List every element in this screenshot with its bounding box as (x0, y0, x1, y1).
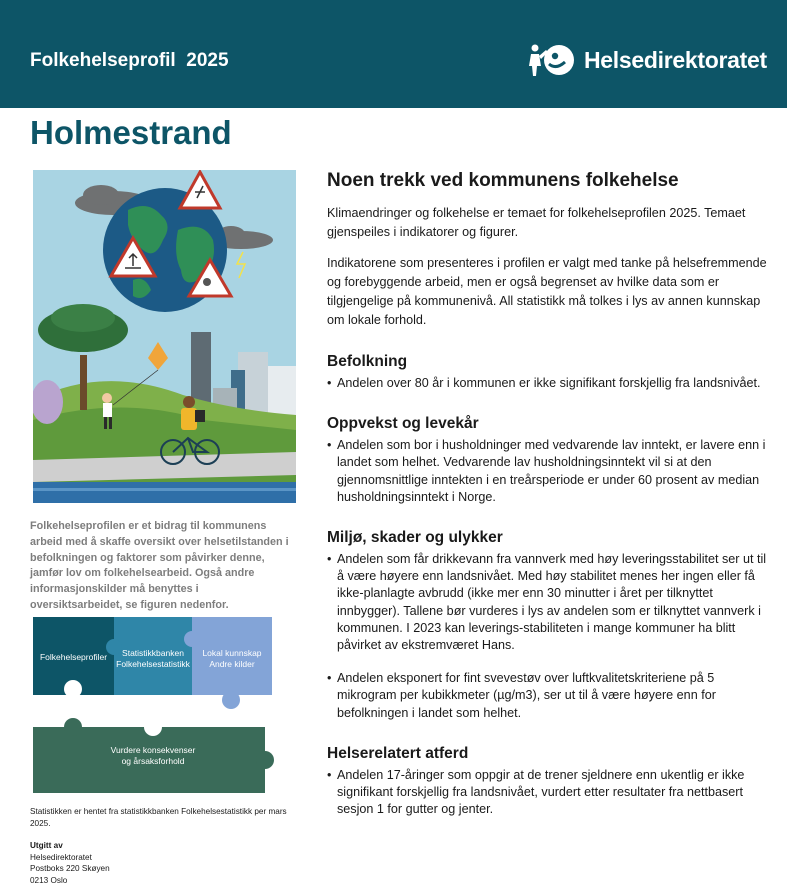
bullet-item: • Andelen 17-åringer som oppgir at de trener sjeldnere enn ukentlig er ikke signifikant forskjellig fra landsnivået, vurdert etter resultater fra nettbasert sesjon 1 for gutter og jenter. (327, 767, 767, 819)
puzzle-label-3a: Lokal kunnskap (202, 648, 262, 658)
intro-paragraph-1: Klimaendringer og folkehelse er temaet for folkehelseprofilen 2025. Temaet gjenspeiles i indikatorer og figurer. (327, 206, 746, 239)
page-header (0, 0, 787, 108)
illustration-graphic (33, 170, 296, 503)
section-befolkning (327, 353, 767, 392)
climate-illustration (33, 170, 296, 503)
puzzle-label-1: Folkehelseprofiler (39, 652, 108, 662)
puzzle-label-2 (114, 648, 192, 670)
profile-title: Folkehelseprofil 2025 (30, 50, 229, 71)
logo-text: Helsedirektoratet (584, 46, 767, 73)
logo-icon (528, 40, 578, 80)
section-atferd (327, 745, 767, 819)
section-heading: Helserelatert atferd (327, 744, 469, 762)
publisher-title: Utgitt av (30, 841, 63, 850)
publisher-block (30, 840, 110, 886)
municipality-name: Holmestrand (30, 114, 232, 151)
puzzle-figure (33, 617, 295, 793)
source-note: Statistikken er hentet fra statistikkbanken Folkehelsestatistikk per mars 2025. (30, 807, 287, 828)
bullet-item: • Andelen over 80 år i kommunen er ikke signifikant forskjellig fra landsnivået. (327, 375, 767, 392)
publisher-address: Postboks 220 Skøyen (30, 864, 110, 873)
publisher-city: 0213 Oslo (30, 875, 68, 885)
section-heading: Miljø, skader og ulykker (327, 529, 503, 547)
main-title: Noen trekk ved kommunens folkehelse (327, 170, 679, 191)
publisher-name: Helsedirektoratet (30, 852, 92, 862)
puzzle-label-4a: Vurdere konsekvenser (110, 745, 196, 755)
helsedirektoratet-logo (528, 40, 767, 80)
section-heading: Oppvekst og levekår (327, 415, 479, 433)
section-heading: Befolkning (327, 353, 408, 370)
puzzle-label-3 (192, 648, 272, 670)
bullet-item: • Andelen som bor i husholdninger med vedvarende lav inntekt, er lavere enn i landet som helhet. Vedvarende lav husholdningsinntekt vil si at den gjennomsnittlige inntekten i en treårsperiode er under 60 prosent av median husholdningsinntekt i Norge. (327, 437, 767, 506)
puzzle-label-4b: og årsaksforhold (121, 756, 185, 766)
puzzle-label-4 (73, 745, 233, 767)
bullet-item: • Andelen eksponert for fint svevestøv over luftkvalitetskriteriene på 5 mikrogram per kubikkmeter (µg/m3), ser ut til å være høyere enn for befolkningen i landet som helhet. (327, 670, 767, 722)
intro-paragraph-2: Indikatorene som presenteres i profilen er valgt med tanke på helsefremmende og forebyggende arbeid, men er også begrenset av hvilke data som er tilgjengelige på kommunenivå. All statistikk må tolkes i lys av annen kunnskap om lokale forhold. (327, 256, 767, 327)
puzzle-label-2a: Statistikkbanken (122, 648, 184, 658)
puzzle-label-3b: Andre kilder (209, 659, 255, 669)
section-oppvekst (327, 415, 767, 506)
bullet-item: • Andelen som får drikkevann fra vannverk med høy leveringsstabilitet ser ut til å være høyere enn landsnivået. Med høy stabilitet menes her ingen eller få ikke-planlagte avbrudd (ikke mer enn 30 minutter i året per tilknyttet innbygger). Tallene bør vurderes i lys av andelen som er tilknyttet vannverk i kommunen. I 2023 kan leverings-stabiliteten i mange kommuner ha blitt påvirket av ekstremværet Hans. (327, 551, 767, 654)
profile-intro: Folkehelseprofilen er et bidrag til kommunens arbeid med å skaffe oversikt over helsetilstanden i befolkningen og faktorer som påvirker denne, jamfør lov om folkehelsearbeid. Også andre informasjonskilder må benyttes i oversiktsarbeidet, se figuren nedenfor. (30, 520, 289, 611)
puzzle-label-2b: Folkehelsestatistikk (116, 659, 190, 669)
main-content (327, 170, 767, 818)
section-miljo (327, 529, 767, 722)
